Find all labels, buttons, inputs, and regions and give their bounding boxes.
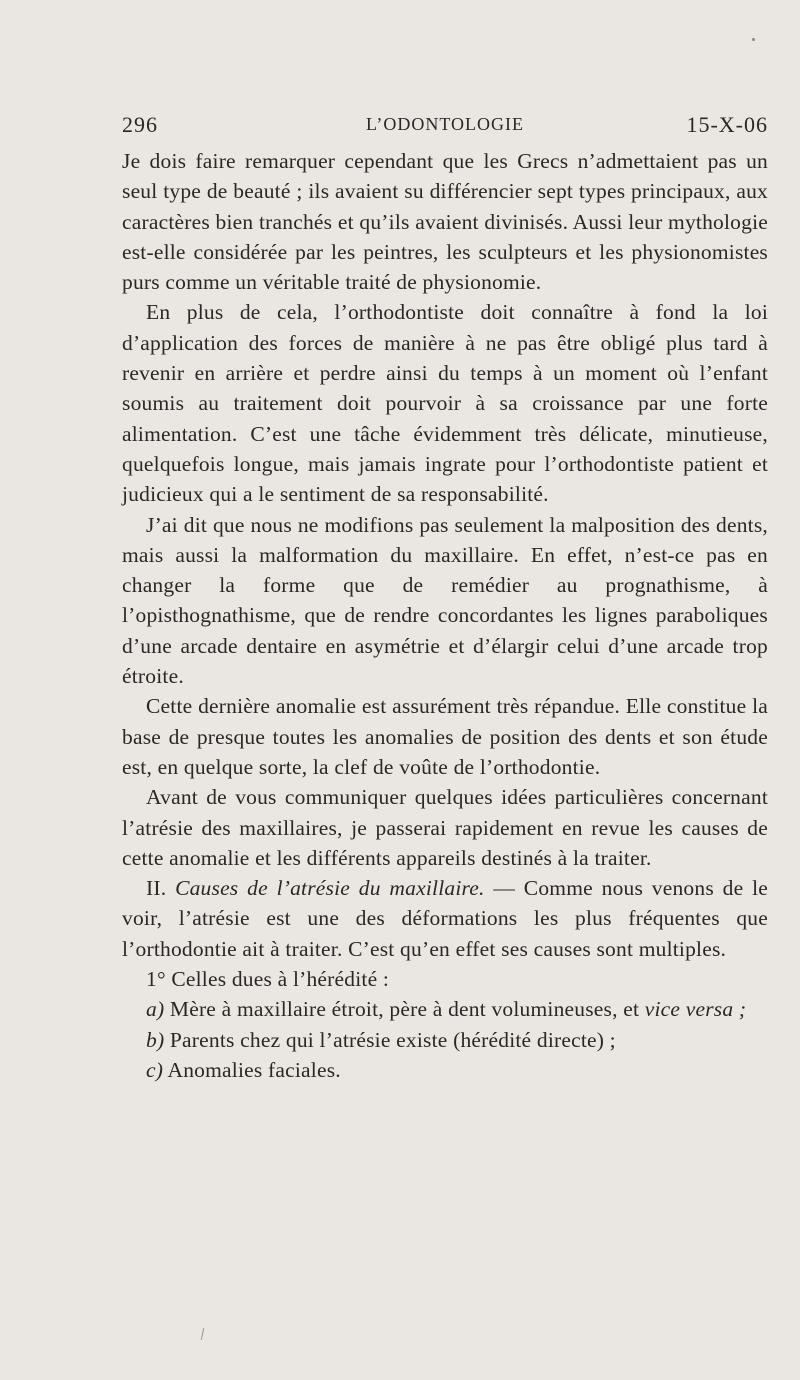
list-item-c-text: Anomalies faciales.	[167, 1057, 341, 1082]
paragraph-section-ii	[122, 873, 768, 964]
list-item-b-letter: b)	[146, 1027, 165, 1052]
list-item-a-letter: a)	[146, 997, 165, 1022]
list-item-a	[122, 994, 768, 1024]
ink-mark	[201, 1328, 204, 1340]
page-speck	[752, 38, 755, 41]
list-item-b	[122, 1025, 768, 1055]
list-item-c	[122, 1055, 768, 1085]
paragraph-malformation: J’ai dit que nous ne modifions pas seulement la malposition des dents, mais aussi la malformation du maxillaire. En effet, n’est-ce pas en changer la forme que de remédier au prognathisme, à l’opisthognathisme, que de rendre concordantes les lignes paraboliques d’une arcade dentaire en asymétrie et d’élargir celui d’une arcade trop étroite.	[122, 512, 768, 689]
paragraph-greek-types: Je dois faire remarquer cependant que les Grecs n’admettaient pas un seul type de beauté ; ils avaient su différencier sept types principaux, aux caractères bien tranchés et qu’ils avaient divinisés. Aussi leur mythologie est-elle considérée par les peintres, les sculpteurs et les physionomistes purs comme un véritable traité de physionomie.	[122, 149, 768, 295]
article-body	[122, 146, 768, 1085]
paragraph-application-of-forces: En plus de cela, l’orthodontiste doit connaître à fond la loi d’application des forces de manière à ne pas être obligé plus tard à revenir en arrière et perdre ainsi du temps à un moment où l’enfant soumis au traitement doit pourvoir à sa croissance par une forte alimentation. C’est une tâche évidemment très délicate, minutieuse, quelquefois longue, mais jamais ingrate pour l’orthodontiste patient et judicieux qui a le sentiment de sa responsabilité.	[122, 300, 768, 507]
list-item-b-text: Parents chez qui l’atrésie existe (hérédité directe) ;	[169, 1027, 616, 1052]
page-number: 296	[122, 112, 158, 137]
section-number: II.	[146, 876, 167, 901]
running-header	[122, 112, 768, 142]
section-heading: Causes de l’atrésie du maxillaire.	[175, 876, 485, 901]
section-text: — Comme nous venons de le voir, l’atrésie est une des déformations les plus fréquentes que l’orthodontie ait à traiter. C’est qu’en effet ses causes sont multiples.	[122, 876, 769, 961]
journal-title: L’ODONTOLOGIE	[366, 114, 524, 134]
paragraph-overview: Avant de vous communiquer quelques idées particulières concernant l’atrésie des maxillaires, je passerai rapidement en revue les causes de cette anomalie et les différents appareils destinés à la traiter.	[122, 785, 768, 870]
paragraph-anomaly: Cette dernière anomalie est assurément très répandue. Elle constitue la base de presque toutes les anomalies de position des dents et son étude est, en quelque sorte, la clef de voûte de l’orthodontie.	[122, 694, 768, 779]
issue-date: 15-X-06	[686, 112, 768, 137]
list-item-a-text: Mère à maxillaire étroit, père à dent volumineuses, et	[169, 997, 640, 1022]
list-item-a-italic: vice versa ;	[644, 997, 747, 1022]
list-item-c-letter: c)	[146, 1057, 164, 1082]
heredity-causes-heading: 1° Celles dues à l’hérédité :	[146, 967, 390, 992]
